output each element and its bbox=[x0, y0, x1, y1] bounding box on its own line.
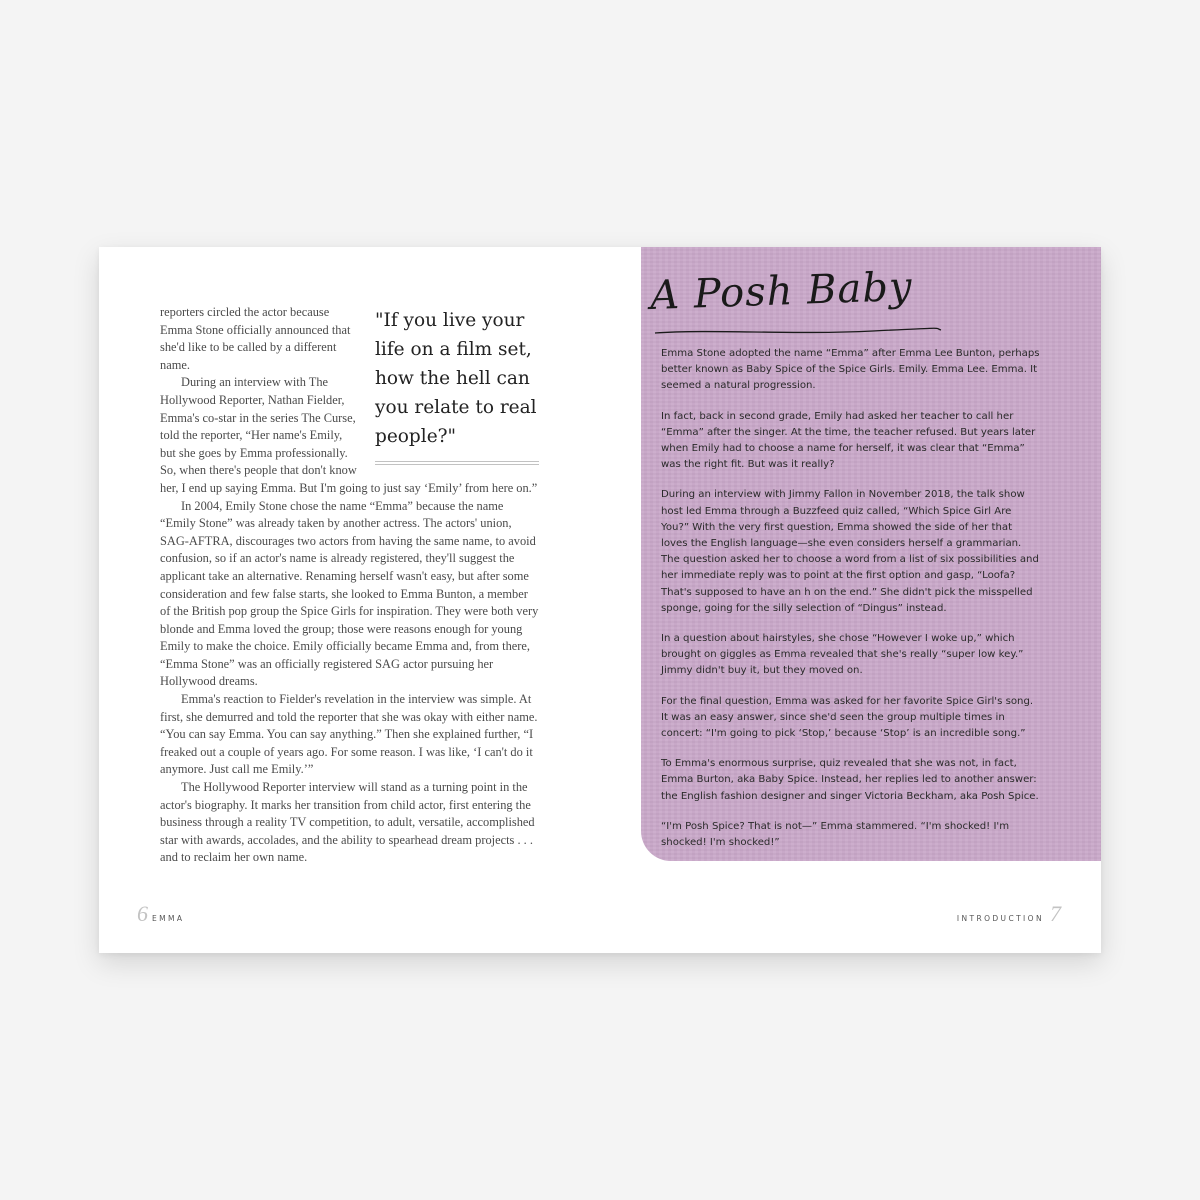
right-page-panel bbox=[641, 247, 1101, 861]
book-spread bbox=[99, 247, 1101, 953]
left-page-body bbox=[160, 304, 539, 867]
title-underline-swash bbox=[653, 325, 943, 337]
left-page-footer bbox=[137, 903, 184, 925]
right-paragraph-2: In fact, back in second grade, Emily had asked her teacher to call her “Emma” after the singer. At the time, the teacher refused. But years later when Emily had to choose a name for herself, it was clear that “Emma” was the right fit. But was it really? bbox=[661, 410, 1036, 471]
left-paragraph-3: In 2004, Emily Stone chose the name “Emma” because the name “Emily Stone” was already taken by another actress. The actors' union, SAG-AFTRA, discourages two actors from having the same name, to avoid confusion, so if an actor's name is already registered, they'll suggest the applicant take an alternative. Renaming herself wasn't easy, but after some consideration and few false starts, she looked to Emma Bunton, a member of the British pop group the Spice Girls for inspiration. They were both very blonde and Emma loved the group; those were reasons enough for young Emily to make the choice. Emily officially became Emma and, from there, “Emma Stone” was an officially registered SAG actor pursuing her Hollywood dreams. bbox=[160, 498, 539, 689]
right-paragraph-7: “I'm Posh Spice? That is not—” Emma stammered. “I'm shocked! I'm shocked! I'm shocked!” bbox=[661, 820, 1010, 849]
right-paragraph-1: Emma Stone adopted the name “Emma” after Emma Lee Bunton, perhaps better known as Baby Spice of the Spice Girls. Emily. Emma Lee. Emma. It seemed a natural progression. bbox=[661, 348, 1040, 392]
right-page-footer bbox=[957, 903, 1061, 925]
running-head-left: EMMA bbox=[152, 914, 185, 923]
page-number-right: 7 bbox=[1050, 901, 1061, 926]
right-paragraph-3: During an interview with Jimmy Fallon in November 2018, the talk show host led Emma through a Buzzfeed quiz called, “Which Spice Girl Are You?” With the very first question, Emma showed the side of her that loves the English language—she even considers herself a grammarian. The question asked her to choose a word from a list of six possibilities and her immediate reply was to point at the first option and gasp, “Loofa? That's supposed to have an h on the end.” She didn't pick the misspelled sponge, going for the silly selection of “Dingus” instead. bbox=[661, 489, 1039, 614]
left-paragraph-1: reporters circled the actor because Emma Stone officially announced that she'd like to be called by a different name. bbox=[160, 305, 351, 372]
left-paragraph-5: The Hollywood Reporter interview will stand as a turning point in the actor's biography. It marks her transition from child actor, first entering the business through a reality TV competition, to adult, versatile, accomplished star with awards, accolades, and the ability to spearhead dream projects . . . and to reclaim her own name. bbox=[160, 780, 535, 865]
left-paragraph-2: During an interview with The Hollywood Reporter, Nathan Fielder, Emma's co-star in the series The Curse, told the reporter, “Her name's Emily, but she goes by Emma professionally. So, when there's people that don't know her, I end up saying Emma. But I'm going to just say ‘Emily’ from here on.” bbox=[160, 375, 538, 495]
page-number-left: 6 bbox=[137, 901, 148, 926]
chapter-title: A Posh Baby bbox=[649, 263, 914, 319]
pull-quote: "If you live your life on a film set, how the hell can you relate to real people?" bbox=[375, 306, 539, 465]
running-head-right: INTRODUCTION bbox=[956, 914, 1044, 923]
right-paragraph-6: To Emma's enormous surprise, quiz revealed that she was not, in fact, Emma Burton, aka Baby Spice. Instead, her replies led to another answer: the English fashion designer and singer Victoria Beckham, aka Posh Spice. bbox=[661, 758, 1039, 802]
right-page-body bbox=[661, 346, 1041, 865]
left-paragraph-4: Emma's reaction to Fielder's revelation in the interview was simple. At first, she demurred and told the reporter that she was okay with either name. “You can say Emma. You can say anything.” Then she explained further, “I freaked out a couple of years ago. For some reason. I was like, ‘I can't do it anymore. Just call me Emily.’” bbox=[160, 692, 538, 777]
right-paragraph-4: In a question about hairstyles, she chose “However I woke up,” which brought on giggles as Emma revealed that she's really “super low key.” Jimmy didn't buy it, but they moved on. bbox=[661, 633, 1024, 677]
right-paragraph-5: For the final question, Emma was asked for her favorite Spice Girl's song. It was an easy answer, since she'd seen the group multiple times in concert: “I'm going to pick ‘Stop,’ because ‘Stop’ is an incredible song.” bbox=[661, 695, 1034, 740]
